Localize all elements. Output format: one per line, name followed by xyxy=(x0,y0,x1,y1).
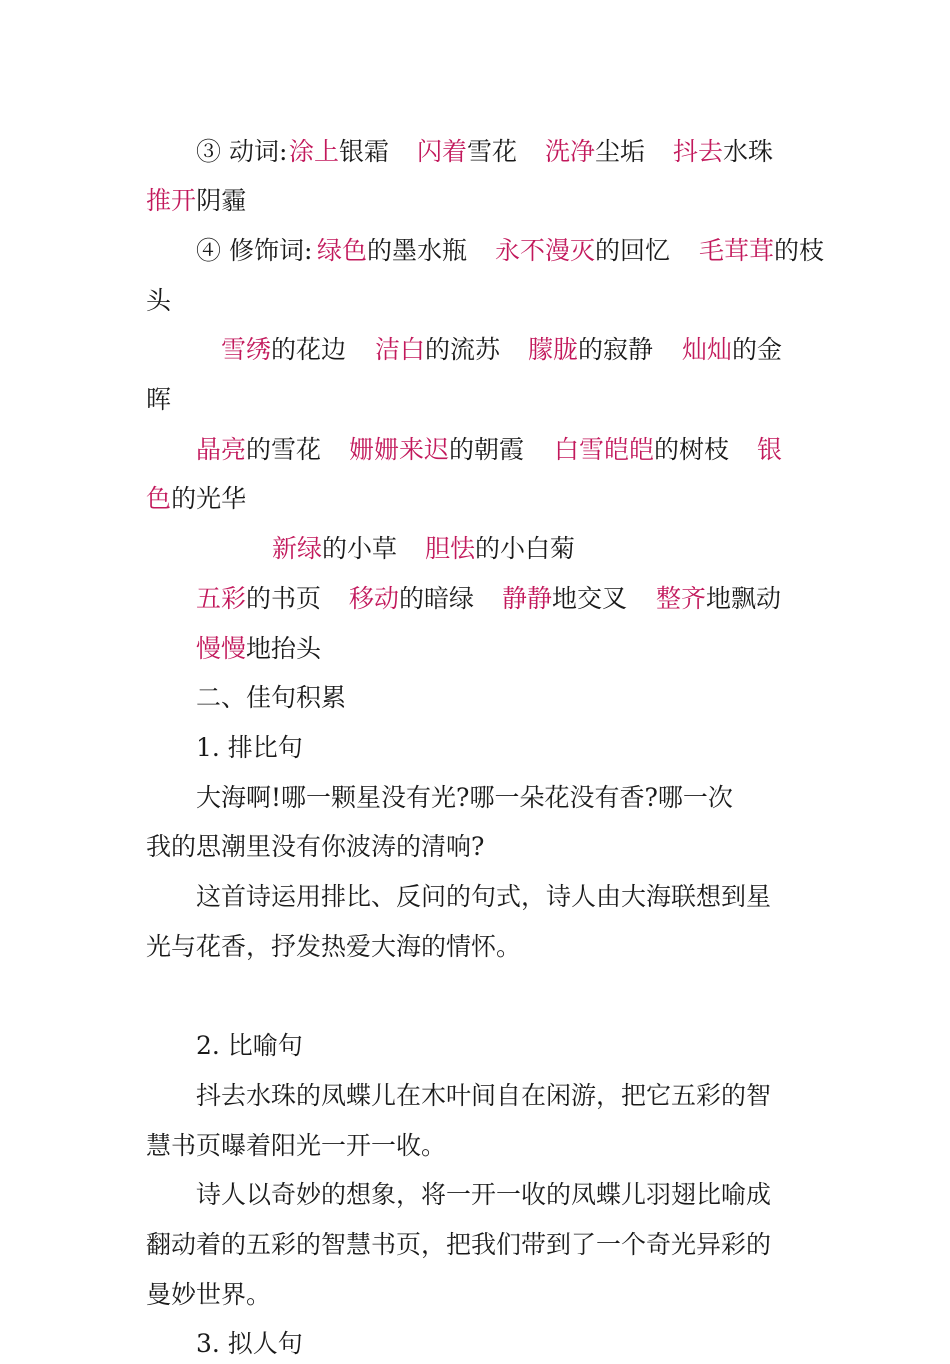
parallelism-analysis-line xyxy=(0,927,950,967)
modifiers-label: ④ 修饰词: xyxy=(196,235,313,265)
metaphor-sentence-line xyxy=(0,1126,950,1166)
word-suffix: 银霜 xyxy=(339,136,390,166)
parallelism-title: 1. 排比句 xyxy=(196,732,303,762)
metaphor-analysis-line xyxy=(0,1225,950,1265)
word-suffix: 的暗绿 xyxy=(399,583,475,613)
word-suffix: 雪花 xyxy=(467,136,518,166)
modifiers-line xyxy=(0,330,950,370)
word-suffix: 的花边 xyxy=(271,335,347,365)
metaphor-analysis-line xyxy=(0,1175,950,1215)
modifiers-line xyxy=(0,579,950,619)
word-wrap: 头 xyxy=(146,285,172,315)
highlighted-word: 移动 xyxy=(349,583,400,613)
parallelism-analysis-line xyxy=(0,877,950,917)
metaphor-analysis-line xyxy=(0,1275,950,1315)
modifiers-line xyxy=(0,479,950,519)
word-suffix: 的书页 xyxy=(246,583,322,613)
modifiers-line xyxy=(0,281,950,321)
subsection-title xyxy=(0,728,950,768)
personification-title: 3. 拟人句 xyxy=(196,1329,303,1359)
section-heading xyxy=(0,678,950,718)
verbs-line xyxy=(0,181,950,221)
highlighted-word: 毛茸茸 xyxy=(699,235,775,265)
word-suffix: 地交叉 xyxy=(552,583,628,613)
highlighted-word: 五彩 xyxy=(196,583,247,613)
word-suffix: 的回忆 xyxy=(595,235,671,265)
word-suffix: 的雪花 xyxy=(246,434,322,464)
word-suffix: 尘垢 xyxy=(595,136,646,166)
modifiers-line xyxy=(0,380,950,420)
parallelism-sentence-line xyxy=(0,778,950,818)
section-heading-text: 二、佳句积累 xyxy=(196,683,347,713)
metaphor-analysis-text: 翻动着的五彩的智慧书页，把我们带到了一个奇光异彩的 xyxy=(146,1229,772,1259)
modifiers-line xyxy=(0,430,950,470)
word-suffix: 地飘动 xyxy=(706,583,782,613)
highlighted-word: 雪绣 xyxy=(221,335,272,365)
word-wrap: 色 xyxy=(146,484,172,514)
word-suffix: 地抬头 xyxy=(246,633,322,663)
metaphor-sentence-line xyxy=(0,1076,950,1116)
metaphor-sentence-text: 抖去水珠的凤蝶儿在木叶间自在闲游，把它五彩的智 xyxy=(196,1080,772,1110)
highlighted-word: 银 xyxy=(757,434,783,464)
subsection-title xyxy=(0,1324,950,1364)
word-suffix: 的金 xyxy=(732,335,783,365)
verbs-line xyxy=(0,132,950,172)
modifiers-line xyxy=(0,629,950,669)
highlighted-word: 静静 xyxy=(502,583,553,613)
metaphor-title: 2. 比喻句 xyxy=(196,1031,303,1061)
word-suffix: 的枝 xyxy=(774,235,825,265)
parallelism-sentence-text: 我的思潮里没有你波涛的清响? xyxy=(146,832,485,862)
word-suffix: 的光华 xyxy=(171,484,247,514)
metaphor-analysis-text: 诗人以奇妙的想象，将一开一收的凤蝶儿羽翅比喻成 xyxy=(196,1180,772,1210)
word-suffix: 的朝霞 xyxy=(449,434,525,464)
highlighted-word: 永不漫灭 xyxy=(495,235,596,265)
parallelism-sentence-line xyxy=(0,827,950,867)
parallelism-analysis-text: 光与花香，抒发热爱大海的情怀。 xyxy=(146,931,522,961)
highlighted-word: 胆怯 xyxy=(425,534,476,564)
metaphor-analysis-text: 曼妙世界。 xyxy=(146,1279,272,1309)
modifiers-line xyxy=(0,231,950,271)
subsection-title xyxy=(0,1026,950,1066)
word-suffix: 阴霾 xyxy=(196,186,247,216)
highlighted-word: 朦胧 xyxy=(528,335,579,365)
highlighted-word: 新绿 xyxy=(272,534,323,564)
word-wrap: 晖 xyxy=(146,385,172,414)
highlighted-word: 慢慢 xyxy=(196,633,247,663)
word-suffix: 的树枝 xyxy=(654,434,730,464)
word-suffix: 的小白菊 xyxy=(475,534,576,564)
parallelism-sentence-text: 大海啊!哪一颗星没有光?哪一朵花没有香?哪一次 xyxy=(196,782,733,812)
word-suffix: 水珠 xyxy=(723,136,774,166)
highlighted-word: 晶亮 xyxy=(196,434,247,464)
highlighted-word: 抖去 xyxy=(673,136,724,166)
parallelism-analysis-text: 这首诗运用排比、反问的句式，诗人由大海联想到星 xyxy=(196,882,772,911)
verbs-label: ③ 动词: xyxy=(196,136,288,166)
highlighted-word: 闪着 xyxy=(417,136,468,166)
highlighted-word: 洁白 xyxy=(375,335,426,365)
modifiers-line xyxy=(0,529,950,569)
highlighted-word: 灿灿 xyxy=(682,335,733,365)
highlighted-word: 推开 xyxy=(146,186,197,216)
highlighted-word: 姗姗来迟 xyxy=(349,434,450,464)
highlighted-word: 整齐 xyxy=(656,583,707,613)
word-suffix: 的墨水瓶 xyxy=(367,235,468,265)
highlighted-word: 绿色 xyxy=(317,235,368,265)
highlighted-word: 涂上 xyxy=(289,136,340,166)
highlighted-word: 洗净 xyxy=(545,136,596,166)
word-suffix: 的小草 xyxy=(322,534,398,564)
metaphor-sentence-text: 慧书页曝着阳光一开一收。 xyxy=(146,1130,447,1160)
word-suffix: 的流苏 xyxy=(425,335,501,365)
word-suffix: 的寂静 xyxy=(578,335,654,365)
highlighted-word: 白雪皑皑 xyxy=(554,434,655,464)
